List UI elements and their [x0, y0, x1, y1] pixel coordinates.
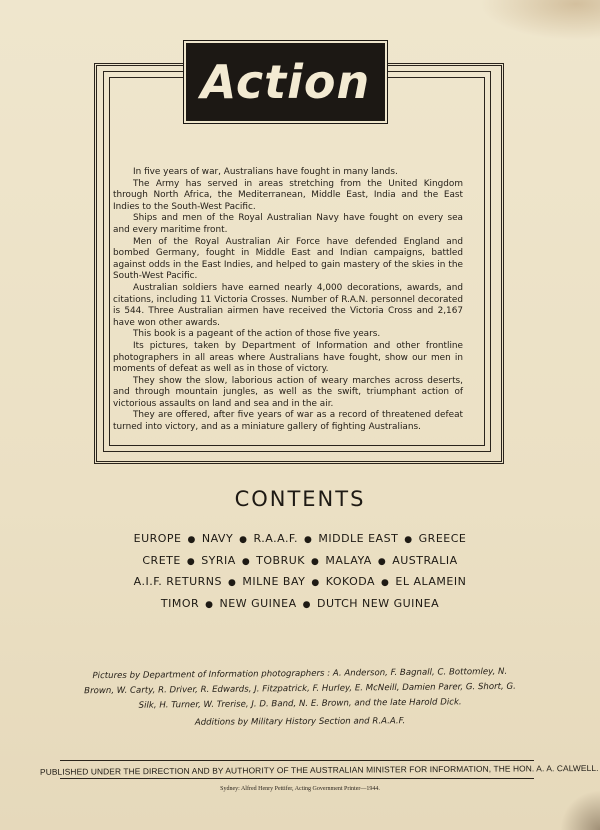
contents-row	[0, 532, 600, 545]
contents-item: NEW GUINEA	[219, 597, 297, 610]
publication-authority: PUBLISHED UNDER THE DIRECTION AND BY AUTHORITY OF THE AUSTRALIAN MINISTER FOR INFORMATION, THE HON. A. A. CALWELL.	[39, 762, 599, 777]
photo-credits	[80, 665, 520, 715]
bullet-icon: ●	[239, 535, 248, 545]
bullet-icon: ●	[186, 557, 196, 567]
intro-paragraph: They are offered, after five years of war as a record of threatened defeat turned into victory, and as a miniature gallery of fighting Australians.	[113, 410, 463, 433]
intro-paragraph: This book is a pageant of the action of those five years.	[133, 329, 381, 340]
printer-line: Sydney: Alfred Henry Pettifer, Acting Government Printer—1944.	[220, 786, 380, 792]
contents-item: TOBRUK	[256, 554, 306, 567]
intro-paragraph: The Army has served in areas stretching from the United Kingdom through North Africa, the Mediterranean, Middle East, India and the East Indies to the South-West Pacific.	[113, 178, 463, 212]
contents-item: NAVY	[201, 532, 234, 545]
contents-item: MALAYA	[325, 554, 372, 567]
paper-stain	[560, 790, 600, 830]
bullet-icon: ●	[311, 578, 320, 588]
bullet-icon: ●	[377, 557, 387, 567]
contents-item: AUSTRALIA	[392, 554, 458, 567]
contents-item: EL ALAMEIN	[395, 575, 467, 588]
paper-stain	[480, 0, 600, 40]
contents-item: EUROPE	[133, 532, 182, 545]
intro-paragraph: They show the slow, laborious action of weary marches across deserts, and through mountain jungles, as well as the swift, triumphant action of victorious assaults on land and sea and in the air.	[113, 375, 463, 409]
page-title: Action	[200, 55, 371, 109]
intro-paragraph: In five years of war, Australians have fought in many lands.	[133, 167, 398, 177]
contents-row	[0, 597, 600, 610]
intro-paragraph: Men of the Royal Australian Air Force have defended England and bombed Germany, fought in Middle East and Indian campaigns, battled against odds in the East Indies, and helped to gain mastery of the skies in the South-West Pacific.	[113, 236, 463, 282]
contents-row	[0, 575, 600, 588]
divider	[60, 778, 534, 779]
contents-item: GREECE	[418, 532, 467, 545]
credits-lead: Pictures by Department of Information photographers :	[92, 668, 331, 682]
intro-paragraph: Its pictures, taken by Department of Information and other frontline photographers in all areas where Australians have fought, show our men in moments of defeat as well as in those of victory.	[113, 340, 463, 375]
bullet-icon: ●	[187, 535, 196, 545]
divider	[60, 760, 534, 761]
contents-item: CRETE	[142, 554, 181, 567]
bullet-icon: ●	[228, 578, 237, 588]
intro-text	[113, 167, 463, 434]
contents-item: R.A.A.F.	[253, 532, 298, 545]
contents-item: MIDDLE EAST	[318, 532, 399, 545]
credits-names: A. Anderson, F. Bagnall, C. Bottomley, N. Brown, W. Carty, R. Driver, R. Edwards, J. Fitzpatrick, F. Hurley, E. McNeill, Damien Parer, G. Short, G. Silk, H. Turner, W. Trerise, J. D. Band, N. E. Brown, and the late Harold Dick.	[84, 666, 516, 711]
intro-paragraph: Australian soldiers have earned nearly 4,000 decorations, awards, and citations, including 11 Victoria Crosses. Number of R.A.N. personnel decorated is 544. Three Australian airmen have received the Victoria Cross and 2,167 have won other awards.	[113, 282, 463, 328]
additions-note: Additions by Military History Section and R.A.A.F.	[194, 716, 406, 728]
intro-paragraph: Ships and men of the Royal Australian Navy have fought on every sea and every maritime front.	[113, 213, 463, 235]
contents-item: SYRIA	[201, 554, 236, 567]
bullet-icon: ●	[241, 557, 251, 567]
contents-item: KOKODA	[325, 575, 376, 588]
contents-row	[0, 554, 600, 567]
contents-item: DUTCH NEW GUINEA	[316, 597, 440, 610]
title-banner	[184, 41, 387, 123]
contents-item: MILNE BAY	[242, 575, 306, 588]
bullet-icon: ●	[304, 535, 313, 545]
contents-heading: CONTENTS	[234, 487, 366, 511]
contents-item: A.I.F. RETURNS	[133, 575, 222, 588]
bullet-icon: ●	[311, 557, 320, 567]
bullet-icon: ●	[302, 600, 311, 610]
bullet-icon: ●	[381, 578, 390, 588]
bullet-icon: ●	[205, 600, 214, 610]
bullet-icon: ●	[404, 535, 413, 545]
contents-item: TIMOR	[160, 597, 200, 610]
